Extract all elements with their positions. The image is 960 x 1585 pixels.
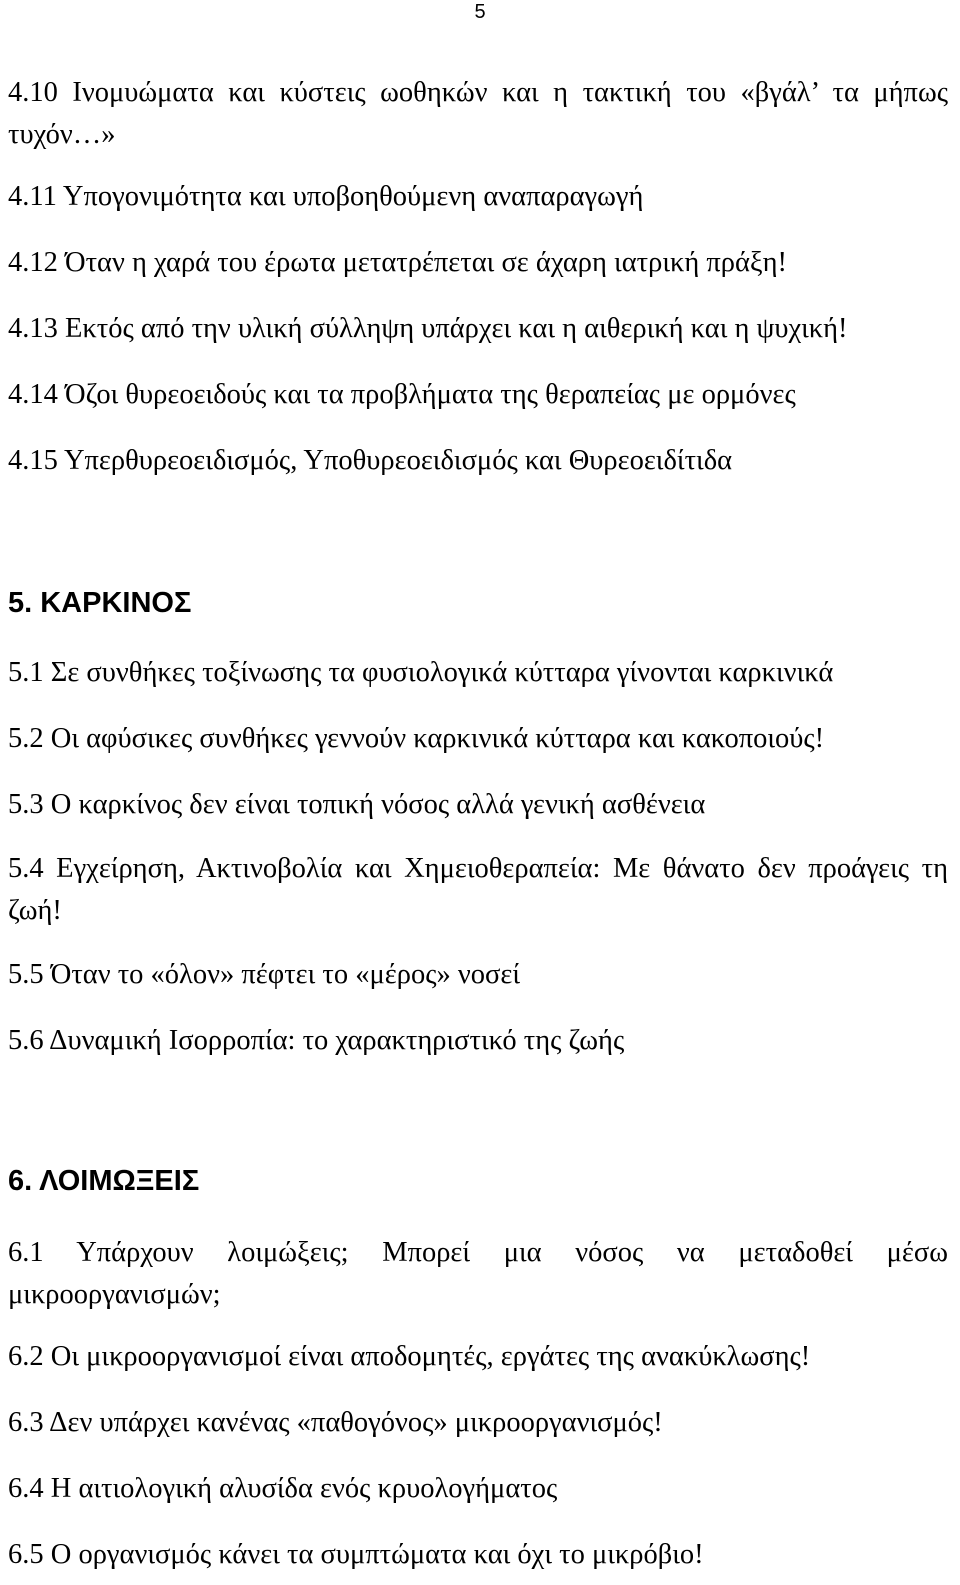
toc-entry-6-4: 6.4 Η αιτιολογική αλυσίδα ενός κρυολογήματος [8,1473,558,1504]
section-heading-infections: 6. ΛΟΙΜΩΞΕΙΣ [8,1165,200,1197]
section-heading-cancer: 5. ΚΑΡΚΙΝΟΣ [8,587,192,619]
toc-entry-4-12: 4.12 Όταν η χαρά του έρωτα μετατρέπεται σε άχαρη ιατρική πράξη! [8,247,788,278]
toc-entry-4-15: 4.15 Υπερθυρεοειδισμός, Υποθυρεοειδισμός και Θυρεοειδίτιδα [8,445,733,476]
toc-entry-5-2: 5.2 Οι αφύσικες συνθήκες γεννούν καρκινικά κύτταρα και κακοποιούς! [8,723,825,754]
toc-entry-5-5: 5.5 Όταν το «όλον» πέφτει το «μέρος» νοσεί [8,959,520,990]
toc-entry-5-4: 5.4 Εγχείρηση, Ακτινοβολία και Χημειοθεραπεία: Με θάνατο δεν προάγεις τη ζωή! [8,853,948,926]
toc-entry-4-11: 4.11 Υπογονιμότητα και υποβοηθούμενη αναπαραγωγή [8,181,644,212]
toc-entry-4-14: 4.14 Όζοι θυρεοειδούς και τα προβλήματα της θεραπείας με ορμόνες [8,379,796,410]
toc-entry-6-1: 6.1 Υπάρχουν λοιμώξεις; Μπορεί μια νόσος να μεταδοθεί μέσω μικροοργανισμών; [8,1237,948,1310]
toc-entry-5-6: 5.6 Δυναμική Ισορροπία: το χαρακτηριστικό της ζωής [8,1025,625,1056]
toc-entry-5-3: 5.3 Ο καρκίνος δεν είναι τοπική νόσος αλλά γενική ασθένεια [8,789,706,820]
toc-entry-4-13: 4.13 Εκτός από την υλική σύλληψη υπάρχει και η αιθερική και η ψυχική! [8,313,848,344]
toc-entry-4-10: 4.10 Ινομυώματα και κύστεις ωοθηκών και η τακτική του «βγάλ’ τα μήπως τυχόν…» [8,77,948,150]
page-number: 5 [474,1,486,23]
toc-entry-5-1: 5.1 Σε συνθήκες τοξίνωσης τα φυσιολογικά κύτταρα γίνονται καρκινικά [8,657,834,688]
toc-entry-6-3: 6.3 Δεν υπάρχει κανένας «παθογόνος» μικροοργανισμός! [8,1407,663,1438]
toc-entry-6-5: 6.5 Ο οργανισμός κάνει τα συμπτώματα και όχι το μικρόβιο! [8,1539,704,1570]
toc-entry-6-2: 6.2 Οι μικροοργανισμοί είναι αποδομητές, εργάτες της ανακύκλωσης! [8,1341,811,1372]
